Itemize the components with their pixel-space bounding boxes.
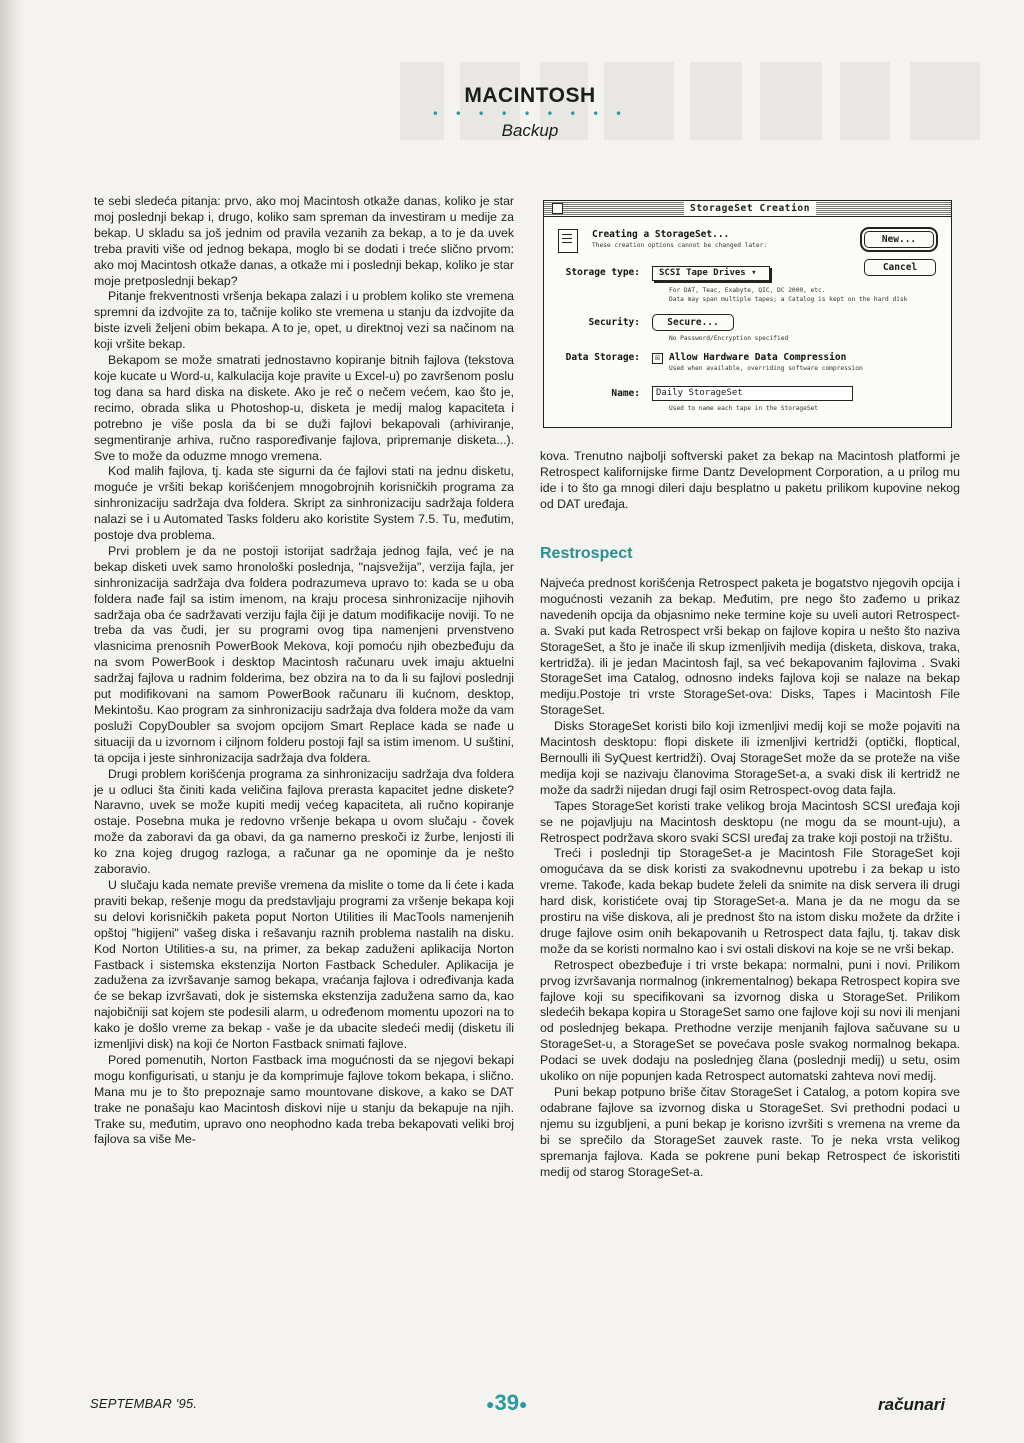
compression-note: Used when available, overriding software compression xyxy=(669,365,863,372)
section-title: MACINTOSH xyxy=(464,84,596,107)
left-paragraph: te sebi sledeća pitanja: prvo, ako moj Macintosh otkaže danas, koliko je star moj poslednji bekap i, drugo, koliko sam spreman da investiram u medije za bekap. U skladu sa još jednim od pravila vezanih za bekap, a to je da uvek treba praviti više od jednog bekapa, moglo bi se dodati i treće slično prvom: ako moj Macintosh otkaže danas, a otkaže mi i poslednji bekap, koliko je star moje pretposlednji bekap? xyxy=(94,194,514,288)
section-subtitle: Backup xyxy=(501,121,559,140)
left-paragraph: Pored pomenutih, Norton Fastback ima mogućnosti da se njegovi bekapi mogu konfigurisati, u stanju je da komprimuje fajlove tokom bekapa, i slično. Mana mu je to što prepoznaje samo mountovane diskove, a kako se DAT trake ne ponašaju kao Macintosh diskovi nije u stanju da bekapuje na njih. Trake su, međutim, upravo ono neophodno kada treba bekapovati veliki broj fajlova sa više Me- xyxy=(94,1052,514,1147)
right-paragraph: Puni bekap potpuno briše čitav StorageSet i Catalog, a potom kopira sve odabrane fajlove sa izvornog diska u StorageSet. Svi prethodni podaci u njemu su izgubljeni, a puni bekap je korisno izvršiti s vremena na vreme da bi se sprečilo da StorageSet zauvek raste. To je neka vrsta velikog spremanja fajlova. Kada se pokrene puni bekap Retrospect će iskoristiti medij od starog StorageSet-a. xyxy=(540,1085,960,1179)
magazine-brand: računari xyxy=(878,1395,946,1414)
dialog-heading: Creating a StorageSet... xyxy=(592,229,730,240)
page-number xyxy=(486,1390,527,1416)
compression-checkbox[interactable]: ☒ xyxy=(652,353,663,364)
issue-date: SEPTEMBAR '95. xyxy=(90,1396,198,1411)
name-note: Used to name each tape in the StorageSet xyxy=(669,405,819,412)
name-label: Name: xyxy=(611,388,640,399)
right-column xyxy=(540,576,960,1180)
right-paragraph: Treći i poslednji tip StorageSet-a je Macintosh File StorageSet koji omogućava da se disk koristi za svakodnevnu upotrebu i za bekap u isto vreme. Takođe, kada bekap budete želeli da snimite na disk servera ili drugi hard disk, koristićete ovaj tip StorageSet-a. Mana je da ne mogu da se prostiru na više diskova, ali je prednost što na istom disku možete da držite i druge fajlove osim onih bekapovanih u Retrospect data fajlu, tj. takav disk može da se koristi normalno kao i svi ostali diskovi na koje se ne vrši bekap. xyxy=(540,846,960,956)
dialog-title: StorageSet Creation xyxy=(684,202,816,215)
bullet-icon: ● xyxy=(486,1396,495,1413)
left-paragraph: Pitanje frekventnosti vršenja bekapa zalazi i u problem koliko ste vremena spremni da izdvojite za to, tačnije koliko ste vremena u stanju da izdvojite da biste izveli željeni obim bekapa. A to je, opet, u direktnoj vezi sa načinom na koji vršite bekap. xyxy=(94,289,514,352)
storage-type-popup[interactable]: SCSI Tape Drives ▾ xyxy=(652,266,770,281)
right-paragraph: Retrospect obezbeđuje i tri vrste bekapa: normalni, puni i novi. Prilikom prvog izvršavanja normalnog (inkrementalnog) bekapa Retrospect kopira sve fajlove koji su specifikovani sa izvornog diska u StorageSet. Prilikom sledećih bekapa kopira u StorageSet samo one fajlove koji su novi ili menjani od poslednjeg bekapa. Prethodne verzije menjanih fajlova sačuvane su u StorageSet-u, a StorageSet se povećava posle svakog normalnog bekapa. Podaci se uvek dodaju na poslednjeg člana (poslednji medij) u setu, osim ukoliko on nije popunjen kada Retrospect automatski zahteva novi medij. xyxy=(540,957,960,1084)
section-dots: • • • • • • • • • xyxy=(431,107,629,121)
storageset-creation-dialog xyxy=(543,200,952,428)
security-label: Security: xyxy=(588,317,640,328)
left-paragraph: Prvi problem je da ne postoji istorijat sadržaja jednog fajla, već je na bekap disketi uvek samo hronološki poslednja, "najsvežija", verzija fajla, jer sinhronizacija sadržaja dva foldera podrazumeva upravo to: kada se u oba foldera nađe fajl sa istim imenom, na kraju procesa sinhronizacije njihovih sadržaja oba će sadržavati verziju fajla čiji je datum modifikacije noviji. To ne treba da vas čudi, jer su programi ovog tipa namenjeni prvenstveno vlasnicima prenosnih PowerBook Mekova, koji pomoću njih obezbeđuju da na svom PowerBook i desktop Macintosh računaru uvek imaju aktuelni sadržaj fajlova u radnim folderima, bez obzira na to da li su fajlovi poslednji put modifikovani na samom PowerBook računaru ili kućnom, desktop, Mekintošu. Kao program za sinhronizaciju sadržaja dva foldera može da vam posluži CopyDoubler sa svojom opcijom Smart Replace kada se nađe u situaciji da u izvornom i ciljnom folderu postoji fajl sa istim imenom. U suštini, ta opcija i jeste sinhronizacija sadržaja dva foldera. xyxy=(94,543,514,765)
left-paragraph: Kod malih fajlova, tj. kada ste sigurni da će fajlovi stati na jednu disketu, moguće je vršiti bekap korišćenjem mnogobrojnih korisničkih programa za sinhronizaciju sadržaja dva foldera. Skript za sinhronizaciju sadržaja foldera nalazi se i u Automated Tasks folderu ako koristite System 7.5. Tu, međutim, postoje dva problema. xyxy=(94,464,514,543)
restrospect-heading: Restrospect xyxy=(540,545,633,562)
dialog-heading-note: These creation options cannot be changed later: xyxy=(592,242,768,249)
storageset-name-field[interactable]: Daily StorageSet xyxy=(652,386,853,401)
left-paragraph: Drugi problem korišćenja programa za sinhronizaciju sadržaja dva foldera je u odluci šta činiti kada veličina fajlova prerasta kapacitet jedne diskete? Naravno, uvek se može kupiti medij većeg kapaciteta, ali ručno kopiranje ostaje. Posebna muka je redovno vršenje bekapa u ovom slučaju - čovek može da zaboravi da ga obavi, da ga namerno preskoči iz žurbe, lenjosti ili ko zna kojeg drugog razloga, a računar ga ne opominje da je nešto zaboravio. xyxy=(94,766,514,877)
storage-type-label: Storage type: xyxy=(565,267,640,278)
cancel-button[interactable]: Cancel xyxy=(864,259,936,276)
storage-type-note: Data may span multiple tapes; a Catalog is kept on the hard disk xyxy=(669,296,908,303)
right-paragraph: Najveća prednost korišćenja Retrospect paketa je bogatstvo njegovih opcija i mogućnosti vezanih za bekap. Međutim, pre nego što zađemo u prikaz navedenih opcija da objasnimo neke termine koje su uveli autori Retrospect-a. Svaki put kada Retrospect vrši bekap on fajlove kopira u nešto što naziva StorageSet, a što je inače ili skup izmenljivih medija (disketa, diskova, traka, kertridža). ili je jedan Macintosh fajl, sa već bekapovanim fajlovima . Svaki StorageSet ima Catalog, odnosno indeks fajlova koji se nalaze na bekap mediju.Postoje tri vrste StorageSet-ova: Disks, Tapes i Macintosh File StorageSet. xyxy=(540,576,960,718)
page-spine-shadow xyxy=(0,0,26,1443)
security-note: No Password/Encryption specified xyxy=(669,335,789,342)
page-number-value: 39 xyxy=(494,1390,519,1415)
left-paragraph: Bekapom se može smatrati jednostavno kopiranje bitnih fajlova (tekstova koje kucate u Word-u, kalkulacija koje pravite u Excel-u) po završenom poslu tog dana sa hard diska na diskete. Ako je reč o nečem većem, kao što je, recimo, obrada slika u Photoshop-u, disketa je medij malog kapaciteta i potrebno je više posla da bi se duži fajlovi bekapovali (arhiviranje, segmentiranje arhiva, ručno raspoređivanje fajlova, pripremanje disketa...). Sve to može da oduzme mnogo vremena. xyxy=(94,353,514,463)
new-button[interactable]: New... xyxy=(864,231,934,248)
bullet-icon: ● xyxy=(518,1396,528,1413)
section-header xyxy=(380,84,680,141)
left-column xyxy=(94,194,514,1148)
compression-label: Allow Hardware Data Compression xyxy=(669,352,847,363)
right-paragraph: kova. Trenutno najbolji softverski paket za bekap na Macintosh platformi je Retrospect kalifornijske firme Dantz Development Corporation, a u prilog mu ide i to što ga mnogi dileri daju besplatno u paketu prilikom kupovine nekog od DAT uređaja. xyxy=(540,449,960,511)
right-paragraph: Disks StorageSet koristi bilo koji izmenljivi medij koji se može pojaviti na Macintosh desktopu: flopi diskete ili izmenljivi kertridži (optički, floptical, Bernoulli ili SyQuest kertridži). Ovaj StorageSet može da se proteže na više medija koji se nazivaju članovima StorageSet-a, a svaki disk ili kertridž ne može da sadrži nijedan drugi fajl osim Retrospect-ovog data fajla. xyxy=(540,719,960,797)
right-column-intro xyxy=(540,449,960,513)
secure-button[interactable]: Secure... xyxy=(652,314,734,331)
dialog-titlebar[interactable] xyxy=(544,201,951,217)
left-paragraph: U slučaju kada nemate previše vremena da mislite o tome da li ćete i kada praviti bekap, rešenje mogu da predstavljaju programi za vršenje bekapa koji su delovi korisničkih paketa poput Norton Utilities ili MacTools namenjenih opštoj "higijeni" vašeg diska i rešavanju raznih problema nastalih na disku. Kod Norton Utilities-a su, na primer, za bekap zaduženi aplikacija Norton Fastback i sistemska ekstenzija Norton Fastback Scheduler. Aplikacija je zadužena za izvršavanje samog bekapa, vraćanja fajlova i određivanja kada će se bekap izvršavati, dok je sistemska ekstenzija zadužena samo da, kao najobičniji sat kojem ste podesili alarm, u određenom momentu upozori na to kako je došlo vreme za bekap - vaše je da ubacite sledeći medij (disketu ili izmenljivi disk) na koji će Norton Fastback snimati fajlove. xyxy=(94,877,514,1052)
right-paragraph: Tapes StorageSet koristi trake velikog broja Macintosh SCSI uređaja koji se ne pojavljuju na Macintosh desktopu (ne mogu da se mount-uju), a Retrospect podržava skoro svaki SCSI uređaj za trake koji postoji na tržištu. xyxy=(540,798,960,845)
storageset-document-icon xyxy=(558,229,578,253)
close-box-icon[interactable] xyxy=(552,203,563,214)
data-storage-label: Data Storage: xyxy=(565,352,640,363)
storage-type-note: For DAT, Teac, Exabyte, QIC, DC 2000, etc. xyxy=(669,287,826,294)
